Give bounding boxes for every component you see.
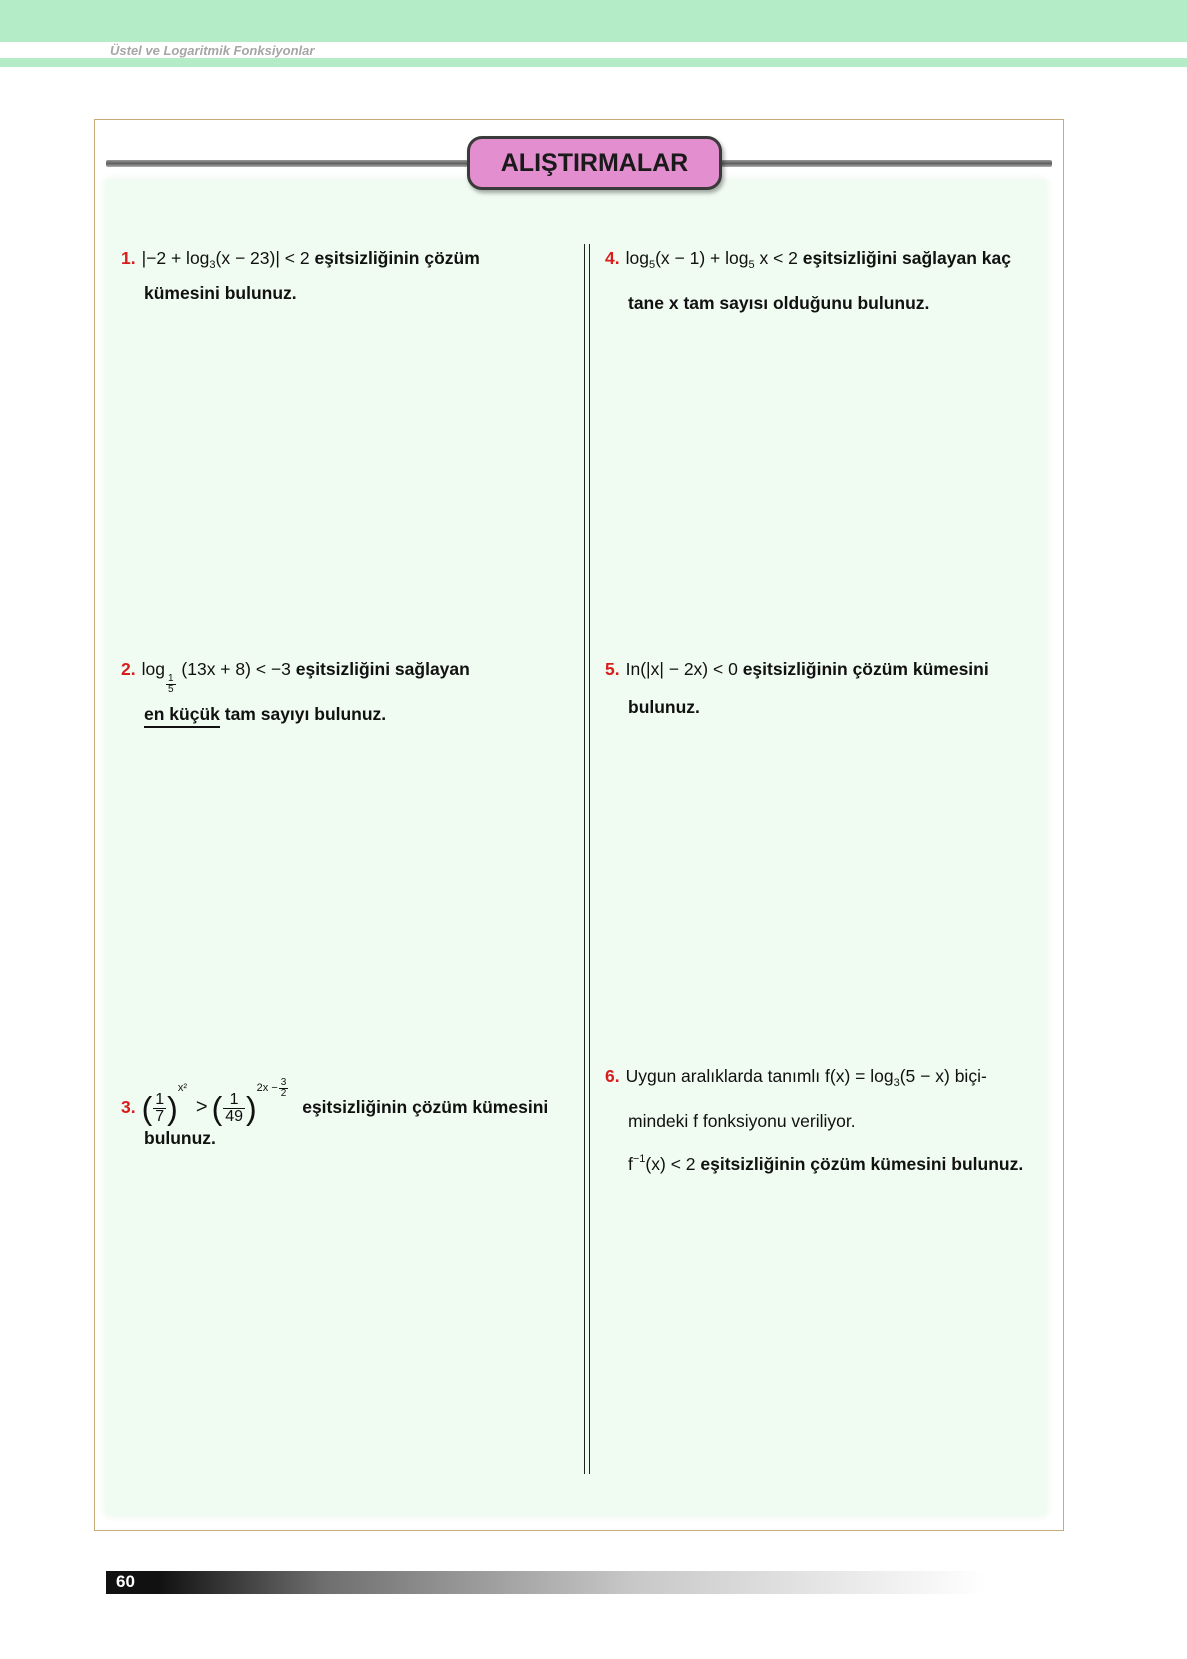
top-band [0,0,1187,42]
math-expression: $f(x) = \log_3(5 - x)$ [825,1066,950,1089]
exercise-number: 1. [121,248,136,268]
exercise-text: eşitsizliğini sağlayan [295,659,470,679]
exercise-text: eşitsizliğini sağlayan kaç [802,248,1011,268]
title-rule-right [718,160,1052,167]
page-number: 60 [116,1572,135,1591]
footer-bar [106,1571,986,1594]
exercise-text: bulunuz. [144,1128,216,1148]
section-title-badge: ALIŞTIRMALAR [467,136,722,190]
exercise-text: kümesini bulunuz. [144,283,297,303]
exercise-text: tam sayıyı bulunuz. [224,704,387,724]
exercise-text: mindeki f fonksiyonu veriliyor. [628,1111,856,1131]
exercise-5 [605,650,989,726]
exercise-number: 3. [121,1097,136,1117]
math-expression: In(|x| − 2x) < 0 [625,659,738,679]
exercise-number: 5. [605,659,620,679]
running-header: Üstel ve Logaritmik Fonksiyonlar [110,43,315,58]
emphasis-underline: en küçük [144,704,220,728]
exercise-text: Uygun aralıklarda tanımlı [625,1066,821,1086]
exercise-text: eşitsizliğinin çözüm [314,248,480,268]
exercise-text: tane x tam sayısı olduğunu bulunuz. [628,293,930,313]
math-expression: $f^{-1}(x) < 2$ [628,1153,696,1174]
exercise-number: 2. [121,659,136,679]
math-expression: $|-2 + \log_3(x - 23)| < 2$ [141,248,310,271]
exercise-text: biçi- [954,1066,987,1086]
column-divider-2 [589,244,590,1474]
math-expression: ( $\frac{1}{7}$ )$^{x^2}$ > ( $\frac{1}{49}$ )$^{2x - \frac{3}{2}}$ [141,1076,287,1127]
math-expression: $\log_5(x - 1) + \log_5 x < 2$ [625,248,798,271]
exercise-1 [121,239,480,312]
content-panel [106,180,1046,1515]
exercise-6 [605,1057,1023,1183]
exercise-text: eşitsizliğinin çözüm kümesini [302,1097,549,1117]
exercise-number: 4. [605,248,620,268]
math-expression: log $\frac{1}{5}$ (13x + 8) < −3 [141,659,291,695]
exercise-text: bulunuz. [628,697,700,717]
title-rule-left [106,160,468,167]
column-divider [584,244,585,1474]
exercise-number: 6. [605,1066,620,1086]
top-stripe [0,58,1187,67]
exercise-text: eşitsizliğinin çözüm kümesini [742,659,989,679]
exercise-3 [121,1060,548,1157]
exercise-text: eşitsizliğinin çözüm kümesini bulunuz. [700,1154,1024,1174]
exercise-2 [121,650,470,733]
exercise-4 [605,239,1011,322]
